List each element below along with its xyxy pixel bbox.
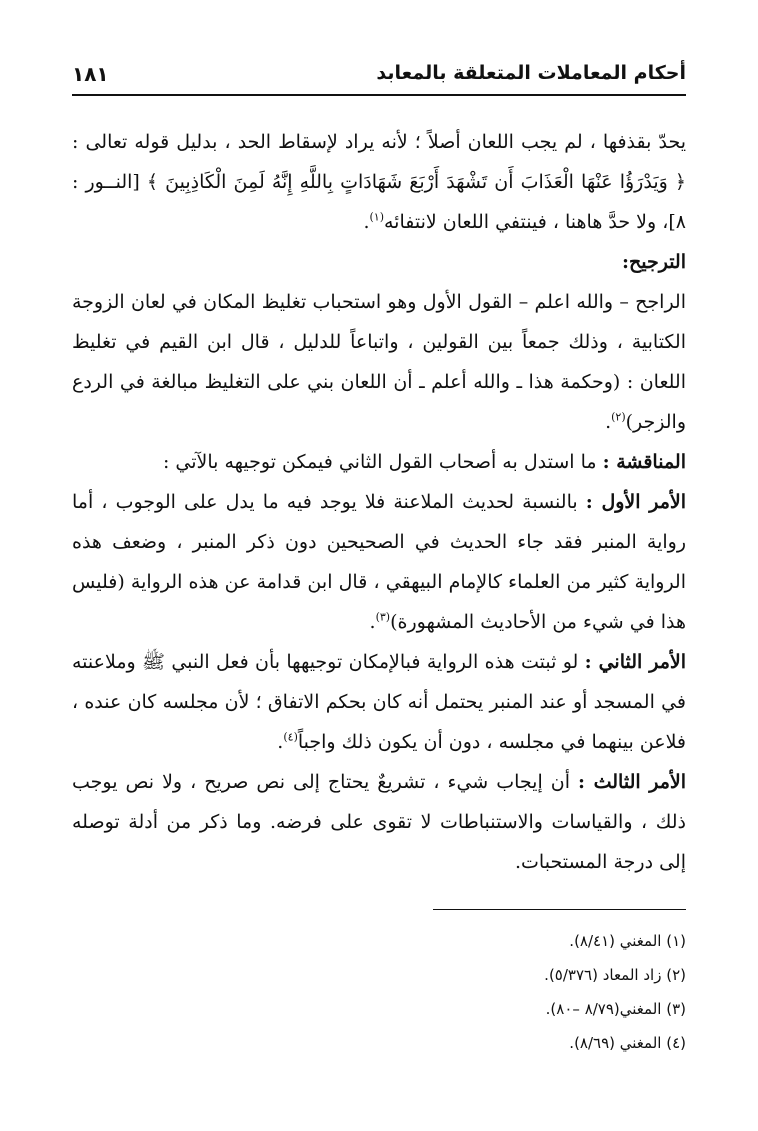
quran-reference: [النــور : ٨]، — [72, 171, 686, 233]
footnote-ref-3: (٣) — [375, 610, 391, 624]
third-point-lead: الأمر الثالث : — [578, 771, 686, 793]
footnote-ref-1: (١) — [369, 210, 384, 224]
footnotes — [72, 924, 686, 1060]
third-point-text: أن إيجاب شيء ، تشريعٌ يحتاج إلى نص صريح ، ولا نص يوجب ذلك ، والقياسات والاستنباطات لا تقوى على فرضه. وما ذكر من أدلة توصله إلى درجة المستحبات. — [72, 771, 686, 873]
paragraph-munaqasha — [72, 442, 686, 482]
paragraph-tarjih-end: . — [605, 411, 612, 433]
paragraph-1-text: يحدّ بقذفها ، لم يجب اللعان أصلاً ؛ لأنه يراد لإسقاط الحد ، بدليل قوله تعالى : — [72, 131, 686, 153]
page-number: ١٨١ — [72, 62, 109, 86]
second-point-lead: الأمر الثاني : — [584, 651, 687, 673]
header-rule — [72, 94, 686, 96]
paragraph-1-continuation: ولا حدَّ هاهنا ، فينتفي اللعان لانتفائه — [384, 211, 657, 233]
footnote-1: (١) المغني (٨/٤١). — [569, 932, 686, 950]
paragraph-tarjih-text: الراجح – والله اعلم – القول الأول وهو استحباب تغليظ المكان في لعان الزوجة الكتابية ، وذلك جمعاً بين القولين ، واتباعاً للدليل ، قال ابن القيم في تغليظ اللعان : (وحكمة هذا ـ والله أعلم ـ أن اللعان بني على التغليظ مبالغة في الردع والزجر) — [72, 291, 686, 433]
paragraph-1 — [72, 122, 686, 242]
paragraph-second-point — [72, 642, 686, 762]
footnote-3: (٣) المغني(٨/٧٩ –٨٠). — [545, 1000, 686, 1018]
footnote-4: (٤) المغني (٨/٦٩). — [569, 1034, 686, 1052]
first-point-lead: الأمر الأول : — [585, 491, 686, 513]
body-text — [72, 122, 686, 882]
munaqasha-text: ما استدل به أصحاب القول الثاني فيمكن توجيهه بالآتي : — [162, 451, 603, 473]
section-heading: الترجيح: — [621, 251, 686, 273]
first-point-end: . — [369, 611, 376, 633]
munaqasha-lead: المناقشة : — [602, 451, 686, 473]
quran-verse: ﴿ وَيَدْرَؤُا عَنْهَا الْعَذَابَ أَن تَشْهَدَ أَرْبَعَ شَهَادَاتٍ بِاللَّهِ إِنَّهُ لَمِنَ الْكَاذِبِينَ ﴾ — [146, 171, 687, 193]
footnote-ref-2: (٢) — [611, 410, 626, 424]
second-point-end: . — [277, 731, 284, 753]
first-point-text: بالنسبة لحديث الملاعنة فلا يوجد فيه ما يدل على الوجوب ، أما رواية المنبر فقد جاء الحديث في الصحيحين دون ذكر المنبر ، وضعف هذه الرواية كثير من العلماء كالإمام البيهقي ، قال ابن قدامة عن هذه الرواية (فليس هذا في شيء من الأحاديث المشهورة) — [72, 491, 686, 633]
paragraph-first-point — [72, 482, 686, 642]
footnote-2: (٢) زاد المعاد (٥/٣٧٦). — [544, 966, 686, 984]
header-title: أحكام المعاملات المتعلقة بالمعابد — [376, 62, 686, 84]
running-header — [72, 56, 686, 92]
second-point-text: لو ثبتت هذه الرواية فبالإمكان توجيهها بأن فعل النبي ﷺ وملاعنته في المسجد أو عند المنبر يحتمل أنه كان بحكم الاتفاق ؛ لأن مجلسه كان عنده ، فلاعن بينهما في مجلسه ، دون أن يكون ذلك واجباً — [72, 651, 686, 753]
footnote-ref-4: (٤) — [283, 730, 298, 744]
paragraph-1-end: . — [363, 211, 370, 233]
paragraph-third-point — [72, 762, 686, 882]
footnote-rule — [433, 909, 686, 910]
paragraph-tarjih — [72, 282, 686, 442]
